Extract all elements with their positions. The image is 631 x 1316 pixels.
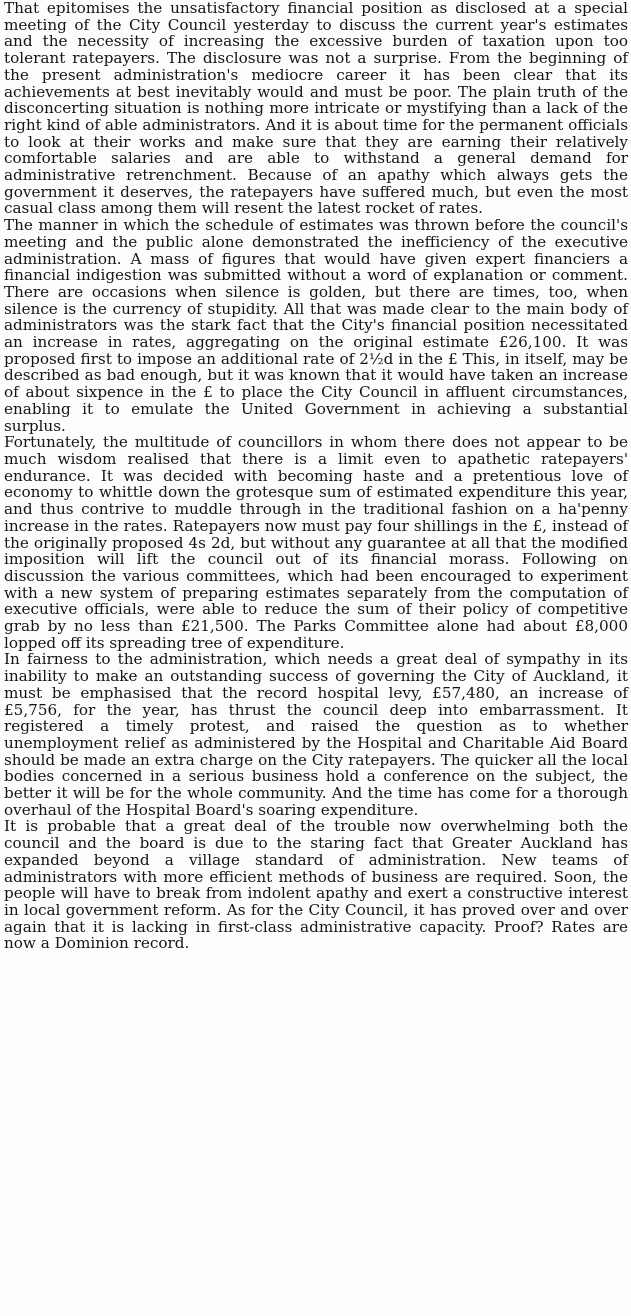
editorial-article [4, 0, 628, 952]
paragraph-3: Fortunately, the multitude of councillors in whom there does not appear to be much wisdom realised that there is a limit even to apathetic ratepayers' endurance. It was decided with becoming haste and a pretentious love of economy to whittle down the grotesque sum of estimated expenditure this year, and thus contrive to muddle through in the traditional fashion on a ha'penny increase in the rates. Ratepayers now must pay four shillings in the £, instead of the originally proposed 4s 2d, but without any guarantee at all that the modified imposition will lift the council out of its financial morass. Following on discussion the various committees, which had been encouraged to experiment with a new system of preparing estimates separately from the computation of executive officials, were able to reduce the sum of their policy of competitive grab by no less than £21,500. The Parks Committee alone had about £8,000 lopped off its spreading tree of expenditure. [4, 433, 628, 652]
paragraph-5: It is probable that a great deal of the trouble now overwhelming both the council and the board is due to the staring fact that Greater Auckland has expanded beyond a village standard of administration. New teams of administrators with more efficient methods of business are required. Soon, the people will have to break from indolent apathy and exert a constructive interest in local government reform. As for the City Council, it has proved over and over again that it is lacking in first-class administrative capacity. Proof? Rates are now a Dominion record. [4, 817, 628, 953]
paragraph-1: That epitomises the unsatisfactory financial position as disclosed at a special meeting of the City Council yesterday to discuss the current year's estimates and the necessity of increasing the excessive burden of taxation upon too tolerant ratepayers. The disclosure was not a surprise. From the beginning of the present administration's mediocre career it has been clear that its achievements at best inevitably would and must be poor. The plain truth of the disconcerting situation is nothing more intricate or mystifying than a lack of the right kind of able administrators. And it is about time for the permanent officials to look at their works and make sure that they are earning their relatively comfortable salaries and are able to withstand a general demand for administrative retrenchment. Because of an apathy which always gets the government it deserves, the ratepayers have suffered much, but even the most casual class among them will resent the latest rocket of rates. [4, 0, 628, 218]
paragraph-2: The manner in which the schedule of estimates was thrown before the council's meeting and the public alone demonstrated the inefficiency of the executive administration. A mass of figures that would have given expert financiers a financial indigestion was submitted without a word of explanation or comment. There are occasions when silence is golden, but there are times, too, when silence is the currency of stupidity. All that was made clear to the main body of administrators was the stark fact that the City's financial position necessitated an increase in rates, aggregating on the original estimate £26,100. It was proposed first to impose an additional rate of 2½d in the £ This, in itself, may be described as bad enough, but it was known that it would have taken an increase of about sixpence in the £ to place the City Council in affluent circumstances, enabling it to emulate the United Government in achieving a substantial surplus. [4, 216, 628, 435]
paragraph-4: In fairness to the administration, which needs a great deal of sympathy in its inability to make an outstanding success of governing the City of Auckland, it must be emphasised that the record hospital levy, £57,480, an increase of £5,756, for the year, has thrust the council deep into embarrassment. It registered a timely protest, and raised the question as to whether unemployment relief as administered by the Hospital and Charitable Aid Board should be made an extra charge on the City ratepayers. The quicker all the local bodies concerned in a serious business hold a conference on the subject, the better it will be for the whole community. And the time has come for a thorough overhaul of the Hospital Board's soaring expenditure. [4, 650, 628, 819]
